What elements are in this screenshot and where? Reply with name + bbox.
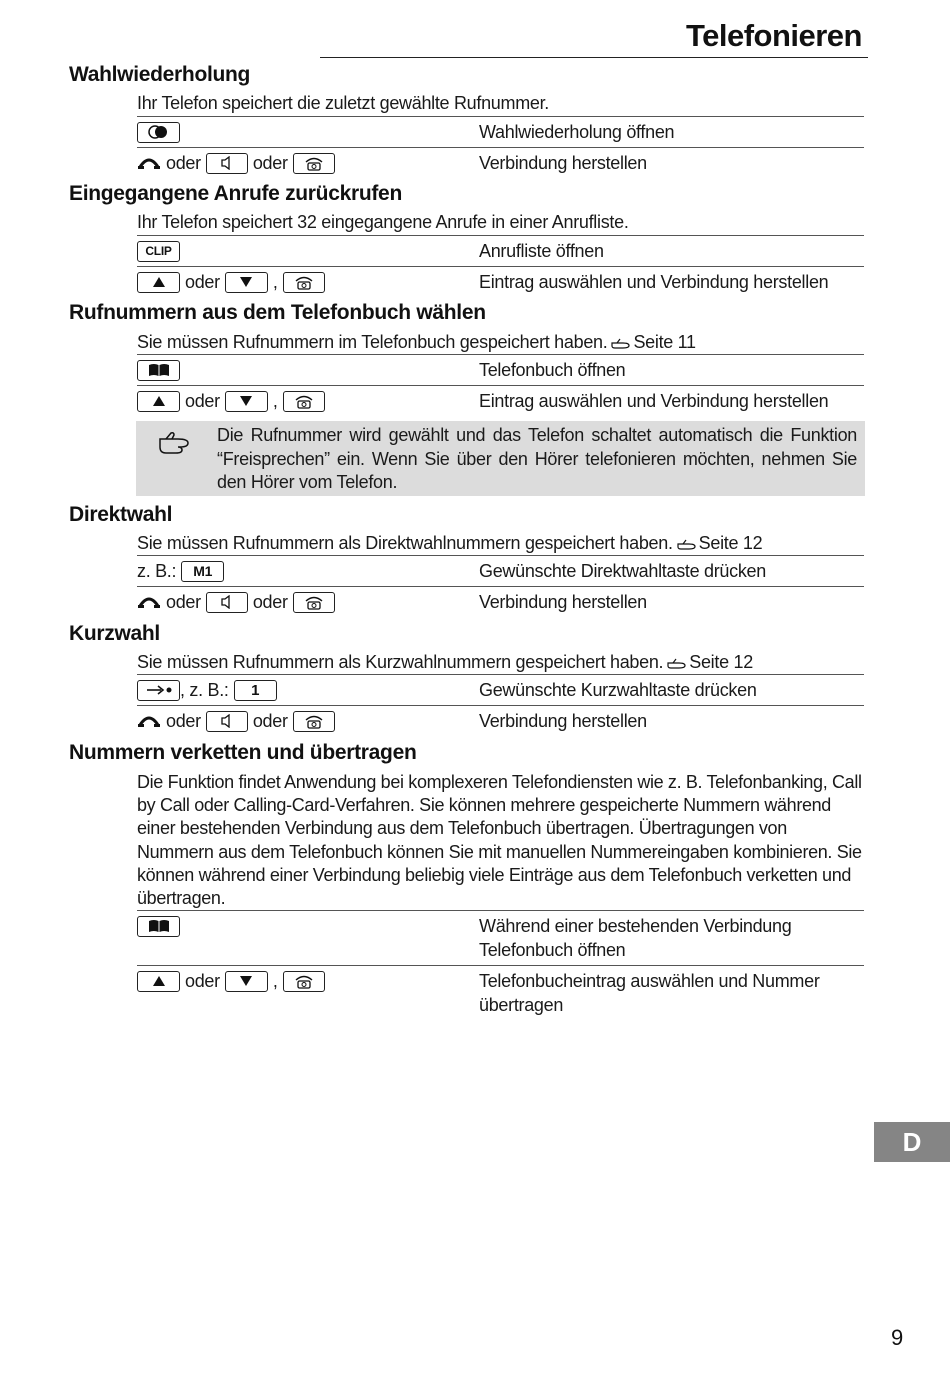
oder-text: oder — [252, 710, 288, 731]
phone-key-icon — [283, 272, 325, 293]
instruction-text: Verbindung herstellen — [479, 711, 647, 731]
page-number: 9 — [891, 1325, 904, 1350]
m1-key: M1 — [181, 561, 224, 582]
zb-text: , z. B.: — [180, 679, 229, 700]
page-reference: Seite 11 — [633, 332, 696, 352]
section-heading-eingegangene-anrufe: Eingegangene Anrufe zurückrufen — [69, 182, 402, 205]
arrow-up-key-icon — [137, 272, 180, 293]
instruction-text: Anrufliste öffnen — [479, 241, 604, 261]
instruction-row — [137, 147, 864, 178]
instruction-row — [137, 266, 864, 297]
pointing-hand-icon — [667, 653, 687, 676]
instruction-row — [137, 116, 864, 147]
page-reference: Seite 12 — [689, 652, 753, 672]
instruction-row — [137, 910, 864, 965]
speaker-key-icon — [206, 592, 248, 613]
phonebook-key-icon — [137, 360, 180, 381]
speaker-key-icon — [206, 711, 248, 732]
hint-text: Die Rufnummer wird gewählt und das Telefon schaltet automatisch die Funktion “Freisprechen” ein. Wenn Sie über den Hörer telefonieren möchten, nehmen Sie den Hörer vom Telefon. — [217, 425, 857, 492]
instruction-text: Während einer bestehenden Verbindung Telefonbuch öffnen — [479, 916, 792, 960]
digit-one-key: 1 — [234, 680, 277, 701]
handset-lift-icon — [137, 594, 161, 610]
instruction-row — [137, 354, 864, 385]
comma-text: , — [272, 271, 278, 292]
instruction-row — [137, 555, 864, 586]
section-heading-nummern-verketten: Nummern verketten und übertragen — [69, 741, 417, 764]
instruction-text: Telefonbucheintrag auswählen und Nummer übertragen — [479, 971, 820, 1015]
title-rule — [320, 57, 868, 58]
phone-key-icon — [283, 971, 325, 992]
page-title: Telefonieren — [685, 18, 862, 53]
speed-dial-key-icon — [137, 680, 180, 701]
oder-text: oder — [185, 970, 220, 991]
pointing-hand-icon — [677, 534, 697, 557]
phone-key-icon — [293, 711, 335, 732]
language-tab: D — [874, 1122, 950, 1162]
arrow-down-key-icon — [225, 971, 268, 992]
instruction-text: Wahlwiederholung öffnen — [479, 122, 675, 142]
hint-box — [136, 421, 865, 496]
instruction-row — [137, 674, 864, 705]
handset-lift-icon — [137, 155, 161, 171]
page-reference: Seite 12 — [698, 533, 763, 553]
oder-text: oder — [166, 591, 201, 612]
instruction-row — [137, 235, 864, 266]
arrow-up-key-icon — [137, 971, 180, 992]
clip-key: CLIP — [137, 241, 180, 262]
phone-key-icon — [293, 153, 335, 174]
phone-key-icon — [293, 592, 335, 613]
pointing-hand-icon — [158, 431, 192, 460]
comma-text: , — [272, 970, 278, 991]
instruction-row — [137, 705, 864, 736]
redial-key-icon — [137, 122, 180, 143]
section-heading-kurzwahl: Kurzwahl — [69, 622, 160, 645]
handset-lift-icon — [137, 713, 161, 729]
zb-text: z. B.: — [137, 560, 177, 581]
section-paragraph: Die Funktion findet Anwendung bei komplexeren Telefondiensten wie z. B. Telefonbanking, Call by Call oder Calling-Card-Verfahren. Sie können mehrere gespeicherte Nummern während einer bestehenden Verbindung aus dem Telefonbuch übertragen. Übertragungen von Nummern aus dem Telefonbuch können Sie mit manuellen Nummereingaben kombinieren. Sie können während einer Verbindung beliebig viele Einträge aus dem Telefonbuch verketten und übertragen. — [137, 772, 862, 909]
pointing-hand-icon — [611, 333, 631, 356]
section-intro: Sie müssen Rufnummern im Telefonbuch gespeichert haben. Seite 11 — [137, 331, 696, 356]
section-intro: Ihr Telefon speichert 32 eingegangene Anrufe in einer Anrufliste. — [137, 212, 629, 232]
comma-text: , — [272, 390, 278, 411]
oder-text: oder — [252, 152, 288, 173]
instruction-text: Eintrag auswählen und Verbindung herstellen — [479, 391, 829, 411]
oder-text: oder — [166, 152, 201, 173]
section-heading-telefonbuch-waehlen: Rufnummern aus dem Telefonbuch wählen — [69, 301, 486, 324]
instruction-text: Eintrag auswählen und Verbindung herstellen — [479, 272, 829, 292]
instruction-text: Verbindung herstellen — [479, 153, 647, 173]
phonebook-key-icon — [137, 916, 180, 937]
instruction-row — [137, 965, 864, 1020]
speaker-key-icon — [206, 153, 248, 174]
instruction-text: Verbindung herstellen — [479, 592, 647, 612]
section-heading-wahlwiederholung: Wahlwiederholung — [69, 63, 251, 86]
arrow-down-key-icon — [225, 272, 268, 293]
phone-key-icon — [283, 391, 325, 412]
instruction-text: Telefonbuch öffnen — [479, 360, 626, 380]
section-heading-direktwahl: Direktwahl — [69, 503, 173, 526]
section-intro: Sie müssen Rufnummern als Kurzwahlnummern gespeichert haben. Seite 12 — [137, 651, 753, 676]
instruction-row — [137, 385, 864, 416]
oder-text: oder — [185, 271, 220, 292]
section-intro: Sie müssen Rufnummern als Direktwahlnummern gespeichert haben. Seite 12 — [137, 532, 762, 557]
oder-text: oder — [166, 710, 201, 731]
instruction-row — [137, 586, 864, 617]
instruction-text: Gewünschte Kurzwahltaste drücken — [479, 680, 757, 700]
oder-text: oder — [185, 390, 220, 411]
instruction-text: Gewünschte Direktwahltaste drücken — [479, 561, 766, 581]
arrow-down-key-icon — [225, 391, 268, 412]
arrow-up-key-icon — [137, 391, 180, 412]
oder-text: oder — [252, 591, 288, 612]
section-intro: Ihr Telefon speichert die zuletzt gewählte Rufnummer. — [137, 93, 549, 113]
